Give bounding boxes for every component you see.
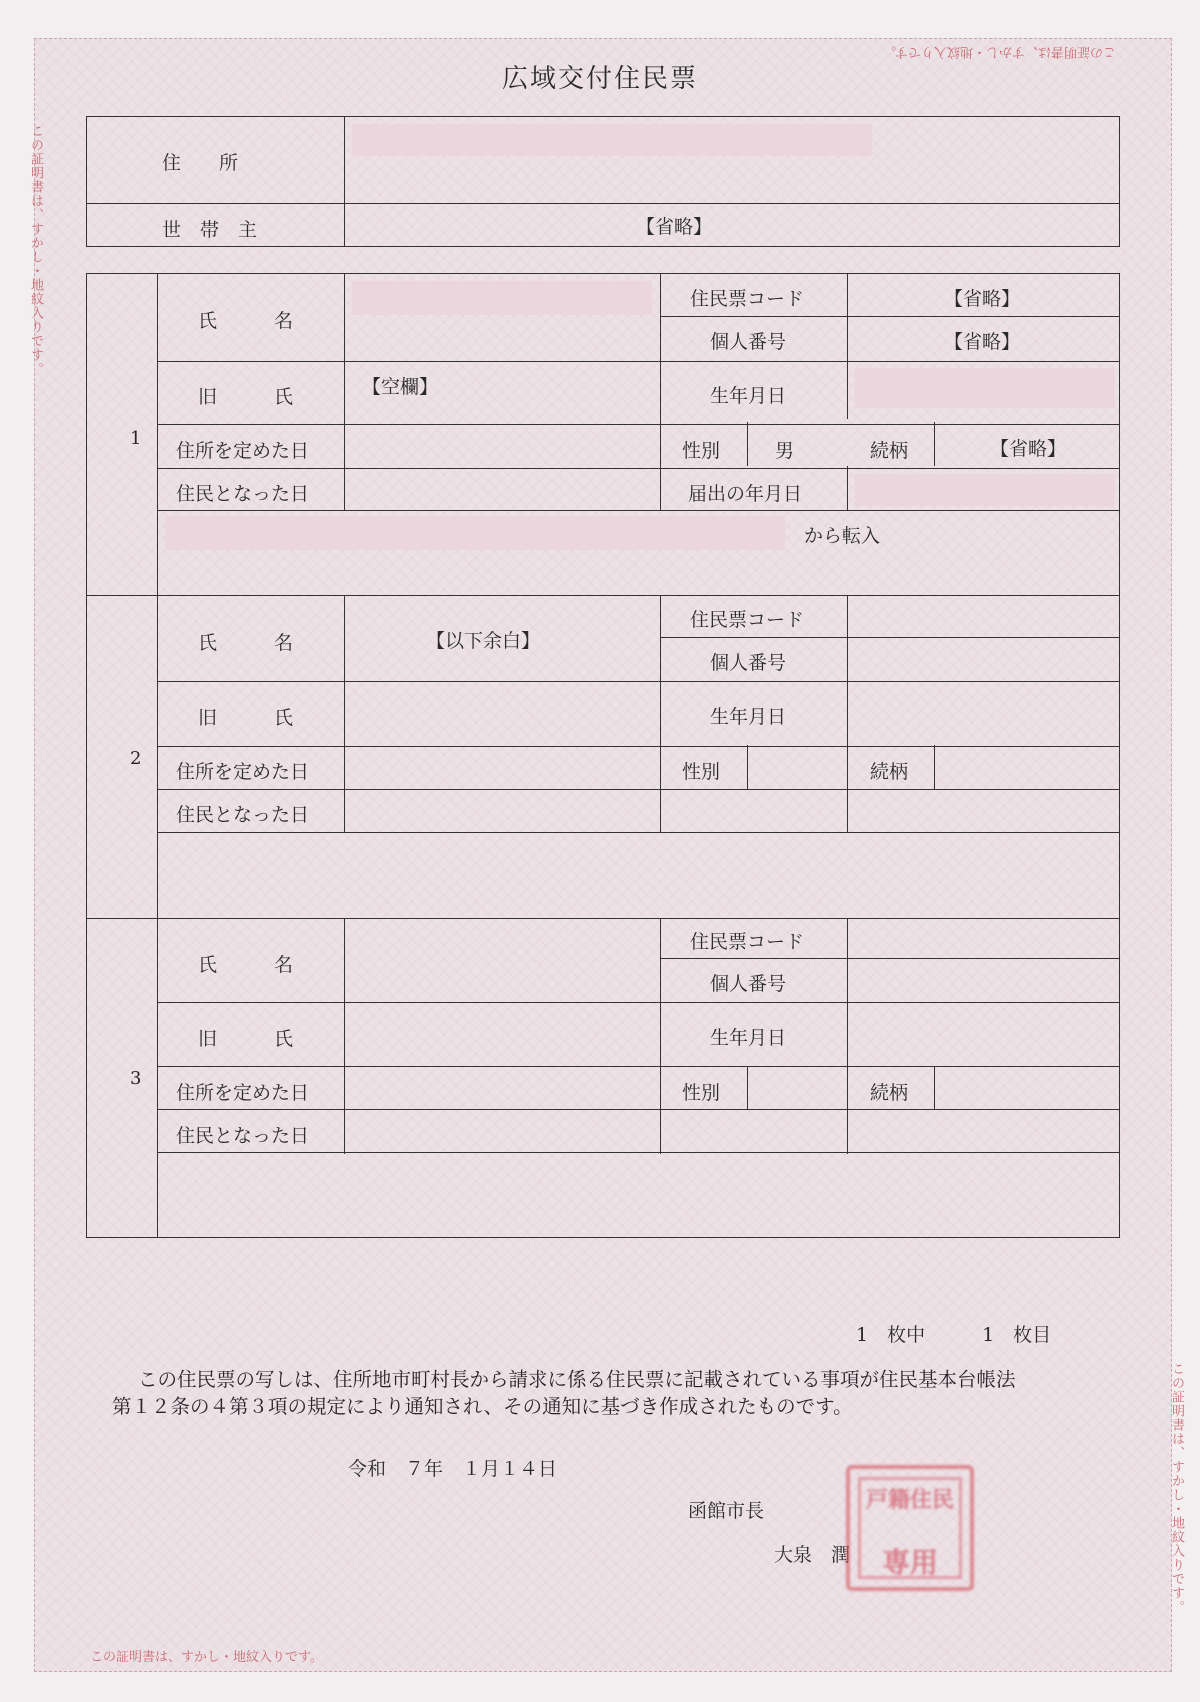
person-3-former-name-label: 旧 氏 [198,1028,294,1050]
person-2-relationship-label: 続柄 [870,761,909,783]
person-2-birth-label: 生年月日 [710,706,787,728]
person-3-number-label: 個人番号 [710,973,787,995]
person-1-remarks-redacted [165,516,785,550]
person-1-birth-redacted [855,368,1115,408]
person-3-birth-label: 生年月日 [710,1027,787,1049]
person-2-bottom [86,918,1120,919]
issue-date: 令和 ７年 １月１４日 [348,1458,558,1480]
person-2-sex-label: 性別 [682,761,721,783]
certification-text [112,1366,1112,1420]
seal-bottom-text: 専用 [881,1546,938,1579]
householder-label: 世 帯 主 [162,219,258,241]
person-3-name-label: 氏 名 [198,954,294,976]
person-1-number-value: 【省略】 [944,331,1021,353]
person-3-resident-date-label: 住民となった日 [176,1125,310,1147]
certification-line-2: 第１２条の４第３項の規定により通知され、その通知に基づき作成されたものです。 [112,1395,853,1418]
person-1-code-value: 【省略】 [944,288,1021,310]
person-1-resident-date-label: 住民となった日 [176,483,310,505]
person-1-number-label: 個人番号 [710,331,787,353]
certification-line-1: この住民票の写しは、住所地市町村長から請求に係る住民票に記載されている事項が住民基本台帳法 [138,1368,1016,1391]
person-1-former-name-label: 旧 氏 [198,386,294,408]
watermark-bottom: この証明書は、すかし・地紋入りです。 [90,1650,323,1665]
person-1-remarks: から転入 [804,525,881,547]
person-1-former-name: 【空欄】 [362,376,439,398]
person-1-sex-label: 性別 [682,440,721,462]
address-redacted [352,124,872,156]
person-2-name-label: 氏 名 [198,632,294,654]
watermark-top: この証明書は、すかし・地紋入りです。 [883,44,1116,59]
person-1-bottom [86,595,1120,596]
person-3-index: 3 [130,1068,142,1089]
person-1-name-redacted [352,281,652,315]
person-2-name-value: 【以下余白】 [426,630,541,652]
watermark-right: この証明書は、すかし・地紋入りです。 [1169,1362,1184,1614]
person-1-sex-value: 男 [775,440,795,462]
seal-top-text: 戸籍住民 [865,1487,954,1513]
person-1-index: 1 [130,428,142,449]
person-2-index: 2 [130,748,142,769]
person-1-relationship-label: 続柄 [870,440,909,462]
person-3-sex-label: 性別 [682,1082,721,1104]
householder-value: 【省略】 [636,216,713,238]
person-1-birth-label: 生年月日 [710,385,787,407]
person-3-code-label: 住民票コード [690,931,805,953]
person-2-number-label: 個人番号 [710,652,787,674]
header-divider [344,116,345,247]
person-1-notification-label: 届出の年月日 [688,483,803,505]
address-label: 住 所 [162,152,239,174]
person-1-relationship-value: 【省略】 [990,438,1067,460]
issuer-name: 大泉 潤 [774,1544,851,1566]
person-1-code-label: 住民票コード [690,288,805,310]
person-2-former-name-label: 旧 氏 [198,707,294,729]
person-3-relationship-label: 続柄 [870,1082,909,1104]
person-2-address-date-label: 住所を定めた日 [176,761,310,783]
document-title: 広域交付住民票 [501,64,698,94]
watermark-left: この証明書は、すかし・地紋入りです。 [28,124,43,376]
page-info: 1 枚中 1 枚目 [856,1324,1052,1346]
person-1-name-label: 氏 名 [198,310,294,332]
person-1-notification-redacted [855,474,1115,506]
person-1-address-date-label: 住所を定めた日 [176,440,310,462]
index-column-line [157,273,158,1238]
person-2-code-label: 住民票コード [690,609,805,631]
person-2-resident-date-label: 住民となった日 [176,804,310,826]
official-seal [846,1465,974,1591]
issuer-title: 函館市長 [688,1500,765,1522]
person-3-address-date-label: 住所を定めた日 [176,1082,310,1104]
header-row-line [86,203,1120,204]
